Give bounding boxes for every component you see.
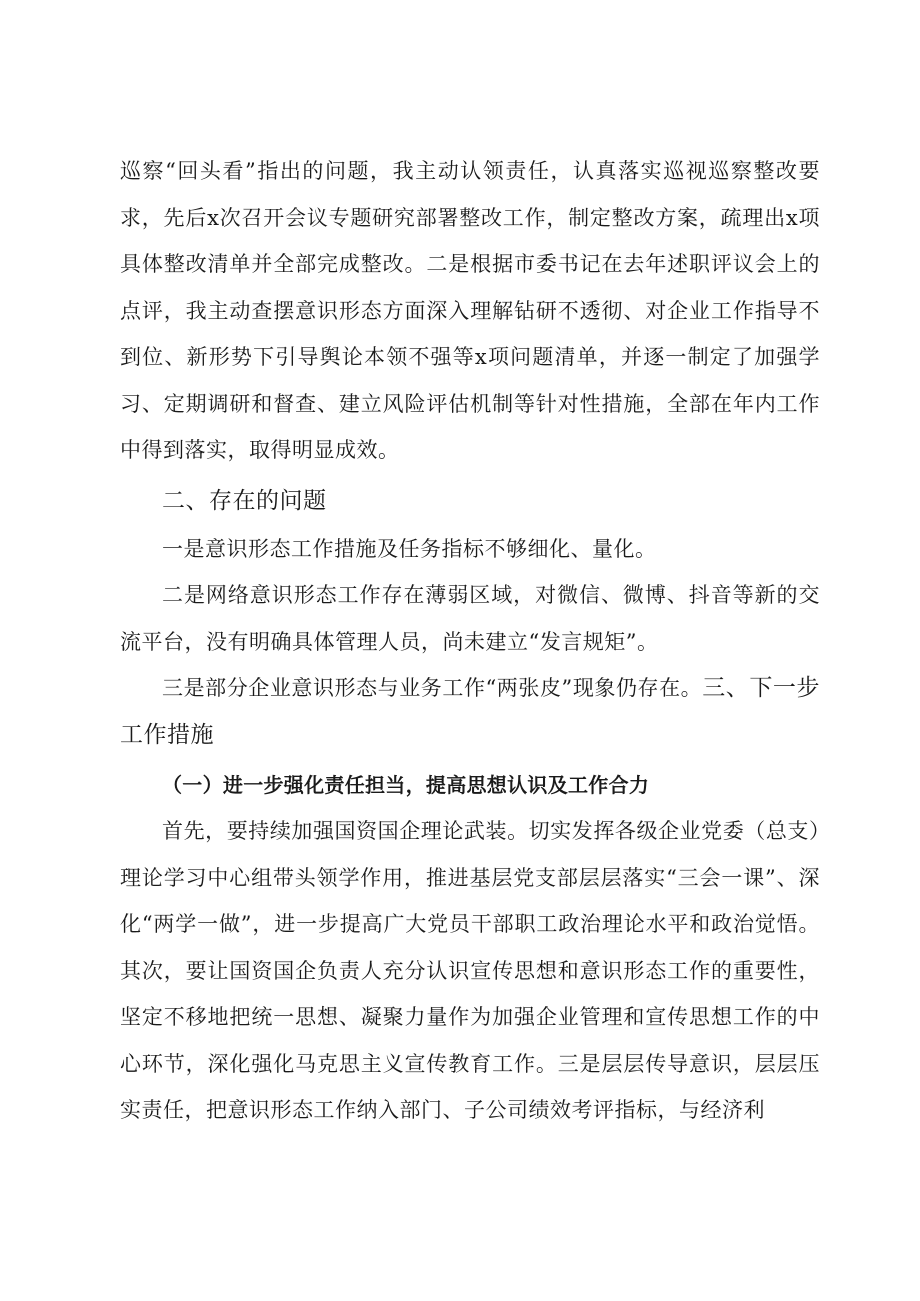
section-heading-problems: 二、存在的问题 <box>162 487 327 514</box>
problem-item-2: 二是网络意识形态工作存在薄弱区域，对微信、微博、抖音等新的交流平台，没有明确具体管理人员，尚未建立“发言规矩”。 <box>120 583 820 654</box>
problem-item-3-text: 三是部分企业意识形态与业务工作“两张皮”现象仍存在。 <box>162 676 703 700</box>
problem-item-3 <box>120 665 820 758</box>
problem-item-1: 一是意识形态工作措施及任务指标不够细化、量化。 <box>162 536 657 561</box>
paragraph-measures: 首先，要持续加强国资国企理论武装。切实发挥各级企业党委（总支）理论学习中心组带头领学作用，推进基层党支部层层落实“三会一课”、深化“两学一做”，进一步提高广大党员干部职工政治理论水平和政治觉悟。其次，要让国资国企负责人充分认识宣传思想和意识形态工作的重要性，坚定不移地把统一思想、凝聚力量作为加强企业管理和宣传思想工作的中心环节，深化强化马克思主义宣传教育工作。三是层层传导意识，层层压实责任，把意识形态工作纳入部门、子公司绩效考评指标，与经济利 <box>120 819 820 1122</box>
paragraph-continued: 巡察“回头看”指出的问题，我主动认领责任，认真落实巡视巡察整改要求，先后x次召开会议专题研究部署整改工作，制定整改方案，疏理出x项具体整改清单并全部完成整改。二是根据市委书记在去年述职评议会上的点评，我主动查摆意识形态方面深入理解钻研不透彻、对企业工作指导不到位、新形势下引导舆论本领不强等x项问题清单，并逐一制定了加强学习、定期调研和督查、建立风险评估机制等针对性措施，全部在年内工作中得到落实，取得明显成效。 <box>120 159 820 462</box>
subsection-heading-1: （一）进一步强化责任担当，提高思想认识及工作合力 <box>162 773 650 797</box>
section-heading-next-steps: 三、下一步工作措施 <box>120 675 820 748</box>
document-body <box>120 148 820 1134</box>
